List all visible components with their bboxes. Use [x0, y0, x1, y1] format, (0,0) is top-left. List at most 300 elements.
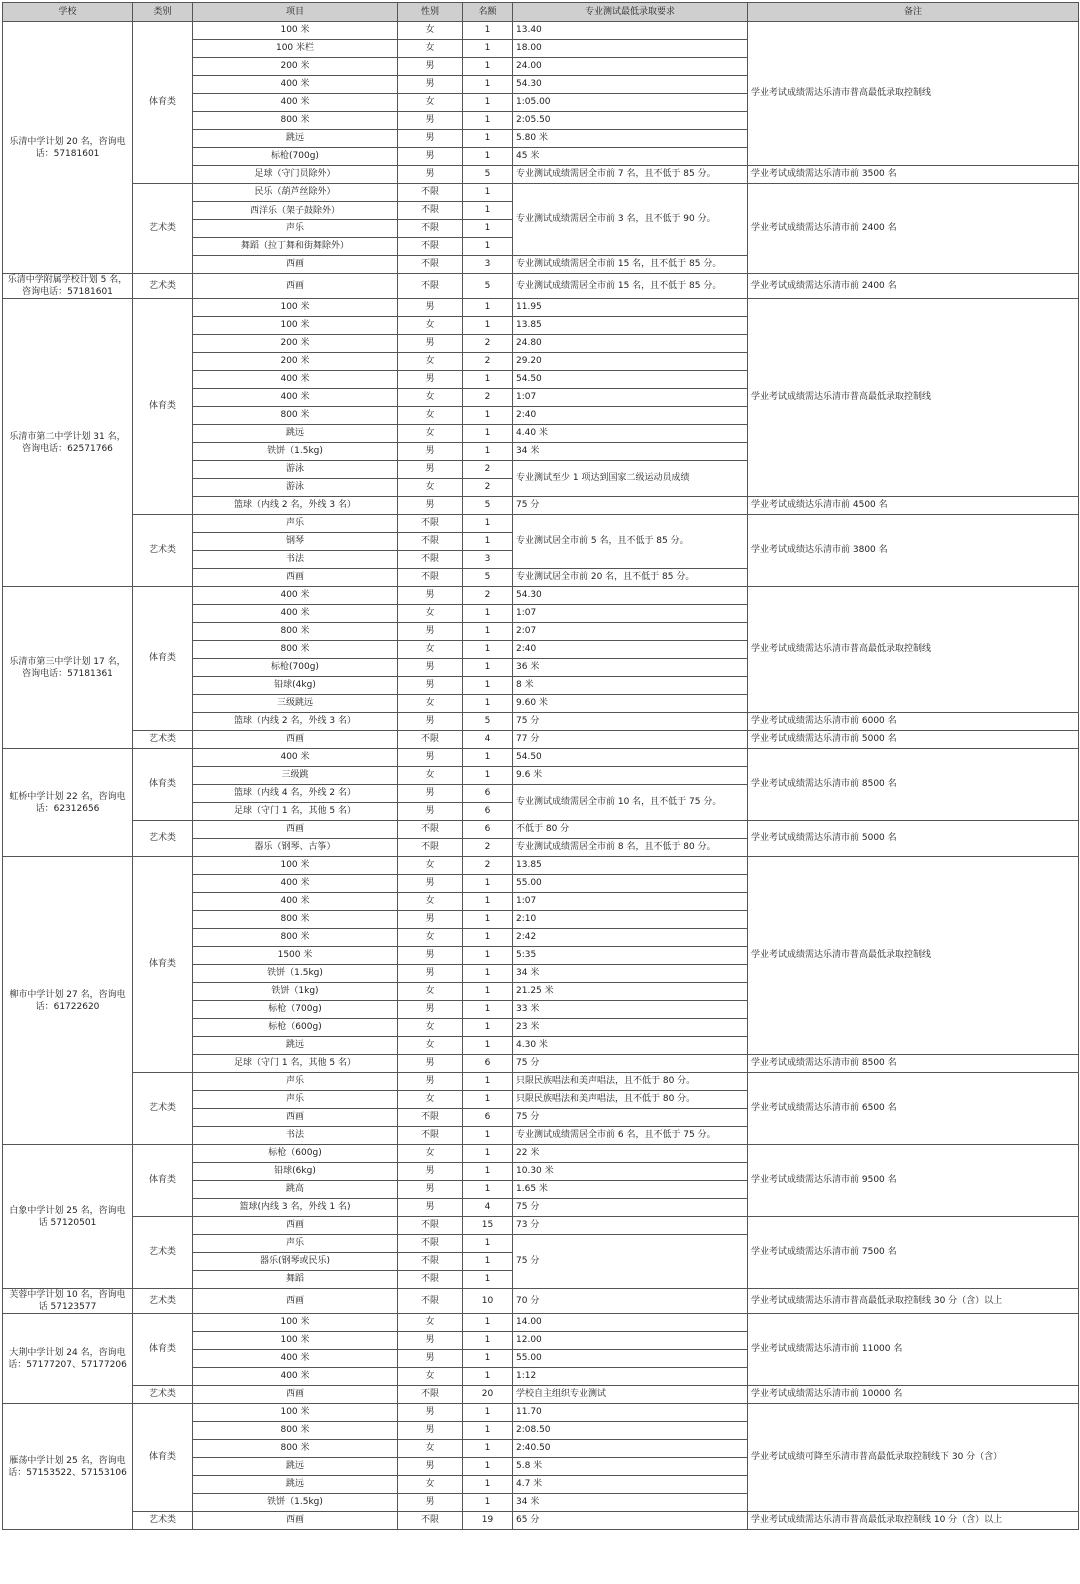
table-cell: 1: [463, 184, 513, 202]
table-cell: 1: [463, 1073, 513, 1091]
header-event: 项目: [193, 3, 398, 22]
table-cell: 女: [398, 22, 463, 40]
table-cell: 不限: [398, 1512, 463, 1530]
table-cell: 专业测试成绩需居全市前 15 名，且不低于 85 分。: [513, 274, 748, 299]
table-cell: 20: [463, 1386, 513, 1404]
table-cell: 不低于 80 分: [513, 821, 748, 839]
table-cell: 36 米: [513, 659, 748, 677]
table-cell: 5:35: [513, 947, 748, 965]
table-cell: 1: [463, 1253, 513, 1271]
table-cell: 学业考试成绩需达乐清市前 2400 名: [748, 274, 1079, 299]
table-cell: 体育类: [133, 299, 193, 515]
table-cell: 体育类: [133, 1314, 193, 1386]
table-cell: 6: [463, 803, 513, 821]
table-cell: 学业考试成绩需达乐清市前 6000 名: [748, 713, 1079, 731]
table-cell: 女: [398, 983, 463, 1001]
table-cell: 女: [398, 929, 463, 947]
table-cell: 跳远: [193, 1458, 398, 1476]
table-cell: 男: [398, 335, 463, 353]
table-cell: 女: [398, 317, 463, 335]
table-cell: 12.00: [513, 1332, 748, 1350]
table-cell: 西画: [193, 274, 398, 299]
table-cell: 1: [463, 641, 513, 659]
table-cell: 1: [463, 202, 513, 220]
table-cell: 游泳: [193, 461, 398, 479]
table-cell: 标枪(700g): [193, 659, 398, 677]
table-cell: 舞蹈（拉丁舞和街舞除外）: [193, 238, 398, 256]
table-cell: 2: [463, 857, 513, 875]
table-cell: 6: [463, 1109, 513, 1127]
table-cell: 200 米: [193, 353, 398, 371]
table-cell: 铁饼（1.5kg): [193, 1494, 398, 1512]
table-cell: 200 米: [193, 335, 398, 353]
table-cell: 足球（守门员除外）: [193, 166, 398, 184]
table-cell: 艺术类: [133, 1386, 193, 1404]
table-cell: 不限: [398, 731, 463, 749]
table-cell: 乐清中学计划 20 名，咨询电话：57181601: [3, 22, 133, 274]
table-cell: 男: [398, 166, 463, 184]
table-cell: 4: [463, 1199, 513, 1217]
table-cell: 只限民族唱法和美声唱法，且不低于 80 分。: [513, 1091, 748, 1109]
table-cell: 白象中学计划 25 名，咨询电话 57120501: [3, 1145, 133, 1289]
table-row: [3, 857, 1079, 875]
table-cell: 男: [398, 1055, 463, 1073]
table-cell: 400 米: [193, 371, 398, 389]
table-cell: 女: [398, 1019, 463, 1037]
table-cell: 75 分: [513, 713, 748, 731]
table-cell: 学业考试成绩需达乐清市前 8500 名: [748, 749, 1079, 821]
table-cell: 1:12: [513, 1368, 748, 1386]
table-cell: 标枪（600g): [193, 1019, 398, 1037]
table-cell: 1: [463, 929, 513, 947]
table-cell: 不限: [398, 1386, 463, 1404]
table-cell: 1: [463, 1332, 513, 1350]
table-cell: 芙蓉中学计划 10 名，咨询电话 57123577: [3, 1289, 133, 1314]
table-cell: 800 米: [193, 407, 398, 425]
table-cell: 西画: [193, 1289, 398, 1314]
table-cell: 1: [463, 1314, 513, 1332]
table-cell: 2:10: [513, 911, 748, 929]
table-cell: 铁饼（1.5kg): [193, 443, 398, 461]
table-cell: 2:08.50: [513, 1422, 748, 1440]
table-cell: 1: [463, 425, 513, 443]
table-cell: 女: [398, 1314, 463, 1332]
table-cell: 1: [463, 220, 513, 238]
table-cell: 1: [463, 1350, 513, 1368]
table-cell: 54.50: [513, 749, 748, 767]
table-cell: 学业考试成绩需达乐清市前 3500 名: [748, 166, 1079, 184]
table-cell: 1: [463, 1368, 513, 1386]
table-cell: 1: [463, 1019, 513, 1037]
table-cell: 100 米: [193, 317, 398, 335]
table-cell: 2:40: [513, 407, 748, 425]
table-cell: 男: [398, 76, 463, 94]
table-cell: 柳市中学计划 27 名，咨询电话：61722620: [3, 857, 133, 1145]
table-cell: 体育类: [133, 749, 193, 821]
table-cell: 男: [398, 947, 463, 965]
table-cell: 73 分: [513, 1217, 748, 1235]
table-cell: 游泳: [193, 479, 398, 497]
table-cell: 学业考试成绩需达乐清市普高最低录取控制线: [748, 299, 1079, 497]
table-cell: 1: [463, 1235, 513, 1253]
table-cell: 体育类: [133, 587, 193, 731]
table-cell: 学业考试成绩需达乐清市前 11000 名: [748, 1314, 1079, 1386]
table-cell: 学业考试成绩可降至乐清市普高最低录取控制线下 30 分（含）: [748, 1404, 1079, 1512]
table-cell: 1: [463, 677, 513, 695]
table-cell: 1: [463, 1091, 513, 1109]
table-cell: 不限: [398, 821, 463, 839]
table-row: [3, 1145, 1079, 1163]
table-cell: 学业考试成绩需达乐清市前 8500 名: [748, 1055, 1079, 1073]
table-row: [3, 731, 1079, 749]
table-cell: 女: [398, 1368, 463, 1386]
table-cell: 400 米: [193, 76, 398, 94]
table-cell: 1: [463, 1163, 513, 1181]
table-cell: 足球（守门 1 名，其他 5 名）: [193, 1055, 398, 1073]
header-gender: 性别: [398, 3, 463, 22]
table-cell: 100 米: [193, 299, 398, 317]
table-cell: 10.30 米: [513, 1163, 748, 1181]
table-cell: 55.00: [513, 875, 748, 893]
table-cell: 1: [463, 911, 513, 929]
table-cell: 1:05.00: [513, 94, 748, 112]
table-cell: 2:40.50: [513, 1440, 748, 1458]
table-cell: 专业测试成绩需居全市前 7 名，且不低于 85 分。: [513, 166, 748, 184]
table-cell: 学业考试成绩需达乐清市普高最低录取控制线 30 分（含）以上: [748, 1289, 1079, 1314]
table-cell: 雁荡中学计划 25 名，咨询电话：57153522、57153106: [3, 1404, 133, 1530]
table-cell: 男: [398, 1404, 463, 1422]
table-row: [3, 1404, 1079, 1422]
table-cell: 声乐: [193, 1235, 398, 1253]
table-cell: 1: [463, 875, 513, 893]
table-cell: 乐清中学附属学校计划 5 名，咨询电话：57181601: [3, 274, 133, 299]
table-cell: 1: [463, 238, 513, 256]
table-cell: 书法: [193, 551, 398, 569]
table-cell: 2:07: [513, 623, 748, 641]
table-cell: 男: [398, 1458, 463, 1476]
table-row: [3, 749, 1079, 767]
table-cell: 21.25 米: [513, 983, 748, 1001]
table-cell: 学业考试成绩需达乐清市普高最低录取控制线: [748, 587, 1079, 713]
table-cell: 女: [398, 479, 463, 497]
table-cell: 1: [463, 605, 513, 623]
table-cell: 800 米: [193, 623, 398, 641]
table-cell: 2: [463, 389, 513, 407]
table-cell: 男: [398, 1163, 463, 1181]
table-cell: 学业考试成绩需达乐清市前 6500 名: [748, 1073, 1079, 1145]
table-cell: 学业考试成绩需达乐清市前 7500 名: [748, 1217, 1079, 1289]
table-cell: 1: [463, 515, 513, 533]
table-cell: 65 分: [513, 1512, 748, 1530]
table-cell: 1: [463, 1271, 513, 1289]
table-cell: 1: [463, 130, 513, 148]
table-cell: 1: [463, 148, 513, 166]
table-cell: 女: [398, 695, 463, 713]
table-cell: 2:40: [513, 641, 748, 659]
table-cell: 1: [463, 659, 513, 677]
table-cell: 女: [398, 1145, 463, 1163]
table-cell: 1: [463, 1476, 513, 1494]
table-cell: 女: [398, 1440, 463, 1458]
table-cell: 体育类: [133, 22, 193, 184]
table-cell: 学业考试成绩需达乐清市前 2400 名: [748, 184, 1079, 274]
table-cell: 不限: [398, 1271, 463, 1289]
header-remark: 备注: [748, 3, 1079, 22]
table-cell: 100 米: [193, 857, 398, 875]
table-cell: 西画: [193, 1512, 398, 1530]
table-cell: 100 米: [193, 1404, 398, 1422]
table-cell: 艺术类: [133, 1289, 193, 1314]
table-cell: 铅球(6kg): [193, 1163, 398, 1181]
table-cell: 女: [398, 767, 463, 785]
table-cell: 男: [398, 461, 463, 479]
table-cell: 标枪(700g): [193, 148, 398, 166]
table-cell: 学业考试成绩达乐清市前 3800 名: [748, 515, 1079, 587]
table-cell: 男: [398, 623, 463, 641]
table-cell: 女: [398, 893, 463, 911]
table-cell: 大荆中学计划 24 名，咨询电话：57177207、57177206: [3, 1314, 133, 1404]
table-row: [3, 184, 1079, 202]
table-cell: 女: [398, 641, 463, 659]
table-cell: 女: [398, 1476, 463, 1494]
table-cell: 不限: [398, 184, 463, 202]
table-cell: 篮球（内线 2 名，外线 3 名）: [193, 497, 398, 515]
table-cell: 75 分: [513, 1235, 748, 1289]
table-row: [3, 1314, 1079, 1332]
table-cell: 10: [463, 1289, 513, 1314]
table-cell: 男: [398, 713, 463, 731]
table-row: [3, 1289, 1079, 1314]
table-cell: 男: [398, 148, 463, 166]
table-row: [3, 274, 1079, 299]
table-cell: 学业考试成绩达乐清市前 4500 名: [748, 497, 1079, 515]
table-cell: 1: [463, 1181, 513, 1199]
table-cell: 100 米: [193, 1332, 398, 1350]
table-cell: 不限: [398, 533, 463, 551]
table-cell: 篮球（内线 4 名，外线 2 名）: [193, 785, 398, 803]
table-cell: 4.30 米: [513, 1037, 748, 1055]
table-cell: 男: [398, 911, 463, 929]
table-cell: 5: [463, 497, 513, 515]
table-cell: 2:42: [513, 929, 748, 947]
table-cell: 西画: [193, 569, 398, 587]
table-cell: 只限民族唱法和美声唱法，且不低于 80 分。: [513, 1073, 748, 1091]
table-cell: 铁饼（1kg): [193, 983, 398, 1001]
table-cell: 13.85: [513, 857, 748, 875]
table-cell: 专业测试成绩需居全市前 10 名，且不低于 75 分。: [513, 785, 748, 821]
table-cell: 1: [463, 1037, 513, 1055]
table-cell: 23 米: [513, 1019, 748, 1037]
table-cell: 45 米: [513, 148, 748, 166]
table-cell: 800 米: [193, 1440, 398, 1458]
table-cell: 西画: [193, 256, 398, 274]
table-cell: 三级跳远: [193, 695, 398, 713]
table-cell: 1500 米: [193, 947, 398, 965]
table-cell: 2: [463, 839, 513, 857]
table-cell: 书法: [193, 1127, 398, 1145]
table-cell: 不限: [398, 1217, 463, 1235]
table-cell: 6: [463, 785, 513, 803]
table-cell: 4: [463, 731, 513, 749]
table-cell: 77 分: [513, 731, 748, 749]
table-cell: 男: [398, 749, 463, 767]
table-cell: 女: [398, 353, 463, 371]
table-cell: 西画: [193, 731, 398, 749]
table-cell: 男: [398, 1332, 463, 1350]
table-cell: 艺术类: [133, 515, 193, 587]
table-row: [3, 515, 1079, 533]
table-cell: 男: [398, 1494, 463, 1512]
table-cell: 6: [463, 821, 513, 839]
table-cell: 1: [463, 947, 513, 965]
table-cell: 800 米: [193, 112, 398, 130]
table-cell: 女: [398, 389, 463, 407]
table-cell: 34 米: [513, 443, 748, 461]
table-cell: 1: [463, 94, 513, 112]
table-cell: 1: [463, 112, 513, 130]
table-cell: 800 米: [193, 1422, 398, 1440]
table-cell: 400 米: [193, 1350, 398, 1368]
table-cell: 1: [463, 1404, 513, 1422]
table-cell: 1: [463, 371, 513, 389]
table-cell: 400 米: [193, 893, 398, 911]
table-cell: 学校自主组织专业测试: [513, 1386, 748, 1404]
table-cell: 54.30: [513, 76, 748, 94]
table-cell: 1: [463, 299, 513, 317]
table-cell: 男: [398, 677, 463, 695]
table-cell: 不限: [398, 839, 463, 857]
table-cell: 1: [463, 1440, 513, 1458]
table-cell: 400 米: [193, 1368, 398, 1386]
table-cell: 29.20: [513, 353, 748, 371]
table-cell: 不限: [398, 274, 463, 299]
table-cell: 不限: [398, 569, 463, 587]
table-cell: 跳远: [193, 1476, 398, 1494]
table-cell: 跳高: [193, 1181, 398, 1199]
table-cell: 2: [463, 479, 513, 497]
table-cell: 5: [463, 713, 513, 731]
table-cell: 400 米: [193, 749, 398, 767]
table-cell: 女: [398, 407, 463, 425]
table-row: [3, 821, 1079, 839]
table-cell: 标枪（700g): [193, 1001, 398, 1019]
table-cell: 乐清市第二中学计划 31 名，咨询电话：62571766: [3, 299, 133, 587]
table-cell: 400 米: [193, 605, 398, 623]
table-cell: 女: [398, 1037, 463, 1055]
table-row: [3, 299, 1079, 317]
table-cell: 男: [398, 371, 463, 389]
table-cell: 标枪（600g): [193, 1145, 398, 1163]
table-cell: 18.00: [513, 40, 748, 58]
table-cell: 不限: [398, 238, 463, 256]
table-cell: 足球（守门 1 名，其他 5 名）: [193, 803, 398, 821]
table-row: [3, 1512, 1079, 1530]
table-cell: 1: [463, 76, 513, 94]
table-cell: 艺术类: [133, 1512, 193, 1530]
table-cell: 1: [463, 893, 513, 911]
table-cell: 1: [463, 965, 513, 983]
table-row: [3, 1386, 1079, 1404]
table-cell: 男: [398, 1073, 463, 1091]
table-cell: 三级跳: [193, 767, 398, 785]
table-cell: 1: [463, 1127, 513, 1145]
table-row: [3, 22, 1079, 40]
table-cell: 篮球（内线 2 名，外线 3 名）: [193, 713, 398, 731]
table-cell: 5: [463, 569, 513, 587]
table-cell: 西画: [193, 1217, 398, 1235]
header-category: 类别: [133, 3, 193, 22]
table-cell: 专业测试成绩需居全市前 8 名，且不低于 80 分。: [513, 839, 748, 857]
table-cell: 不限: [398, 551, 463, 569]
table-cell: 艺术类: [133, 1217, 193, 1289]
table-cell: 1: [463, 407, 513, 425]
table-cell: 100 米: [193, 1314, 398, 1332]
table-cell: 虹桥中学计划 22 名，咨询电话：62312656: [3, 749, 133, 857]
table-cell: 11.70: [513, 1404, 748, 1422]
table-cell: 舞蹈: [193, 1271, 398, 1289]
table-cell: 体育类: [133, 1145, 193, 1217]
header-requirement: 专业测试最低录取要求: [513, 3, 748, 22]
table-cell: 男: [398, 1422, 463, 1440]
table-cell: 24.00: [513, 58, 748, 76]
table-cell: 1.65 米: [513, 1181, 748, 1199]
table-cell: 3: [463, 256, 513, 274]
table-cell: 专业测试居全市前 5 名，且不低于 85 分。: [513, 515, 748, 569]
table-cell: 女: [398, 605, 463, 623]
table-cell: 不限: [398, 1127, 463, 1145]
table-cell: 艺术类: [133, 274, 193, 299]
table-cell: 钢琴: [193, 533, 398, 551]
table-cell: 1: [463, 533, 513, 551]
admission-table: [2, 2, 1079, 1530]
table-cell: 75 分: [513, 1055, 748, 1073]
table-cell: 女: [398, 1091, 463, 1109]
table-cell: 学业考试成绩需达乐清市前 5000 名: [748, 731, 1079, 749]
table-cell: 专业测试成绩需居全市前 15 名，且不低于 85 分。: [513, 256, 748, 274]
table-cell: 西画: [193, 1386, 398, 1404]
table-cell: 乐清市第三中学计划 17 名，咨询电话：57181361: [3, 587, 133, 749]
table-cell: 民乐（葫芦丝除外）: [193, 184, 398, 202]
table-cell: 3: [463, 551, 513, 569]
table-cell: 西洋乐（架子鼓除外）: [193, 202, 398, 220]
table-cell: 5.80 米: [513, 130, 748, 148]
table-row: [3, 587, 1079, 605]
table-cell: 男: [398, 803, 463, 821]
table-cell: 1: [463, 749, 513, 767]
table-cell: 男: [398, 112, 463, 130]
table-cell: 女: [398, 40, 463, 58]
table-cell: 艺术类: [133, 821, 193, 857]
table-cell: 54.30: [513, 587, 748, 605]
table-cell: 男: [398, 497, 463, 515]
table-cell: 1: [463, 1001, 513, 1019]
table-cell: 55.00: [513, 1350, 748, 1368]
table-cell: 5: [463, 166, 513, 184]
table-cell: 1: [463, 1422, 513, 1440]
table-cell: 不限: [398, 1253, 463, 1271]
table-cell: 5.8 米: [513, 1458, 748, 1476]
table-cell: 1: [463, 1458, 513, 1476]
table-cell: 2: [463, 353, 513, 371]
table-cell: 学业考试成绩需达乐清市前 9500 名: [748, 1145, 1079, 1217]
table-body: [3, 22, 1079, 1530]
table-cell: 70 分: [513, 1289, 748, 1314]
table-cell: 男: [398, 1199, 463, 1217]
table-cell: 6: [463, 1055, 513, 1073]
table-cell: 800 米: [193, 641, 398, 659]
table-cell: 男: [398, 299, 463, 317]
table-cell: 专业测试居全市前 20 名，且不低于 85 分。: [513, 569, 748, 587]
